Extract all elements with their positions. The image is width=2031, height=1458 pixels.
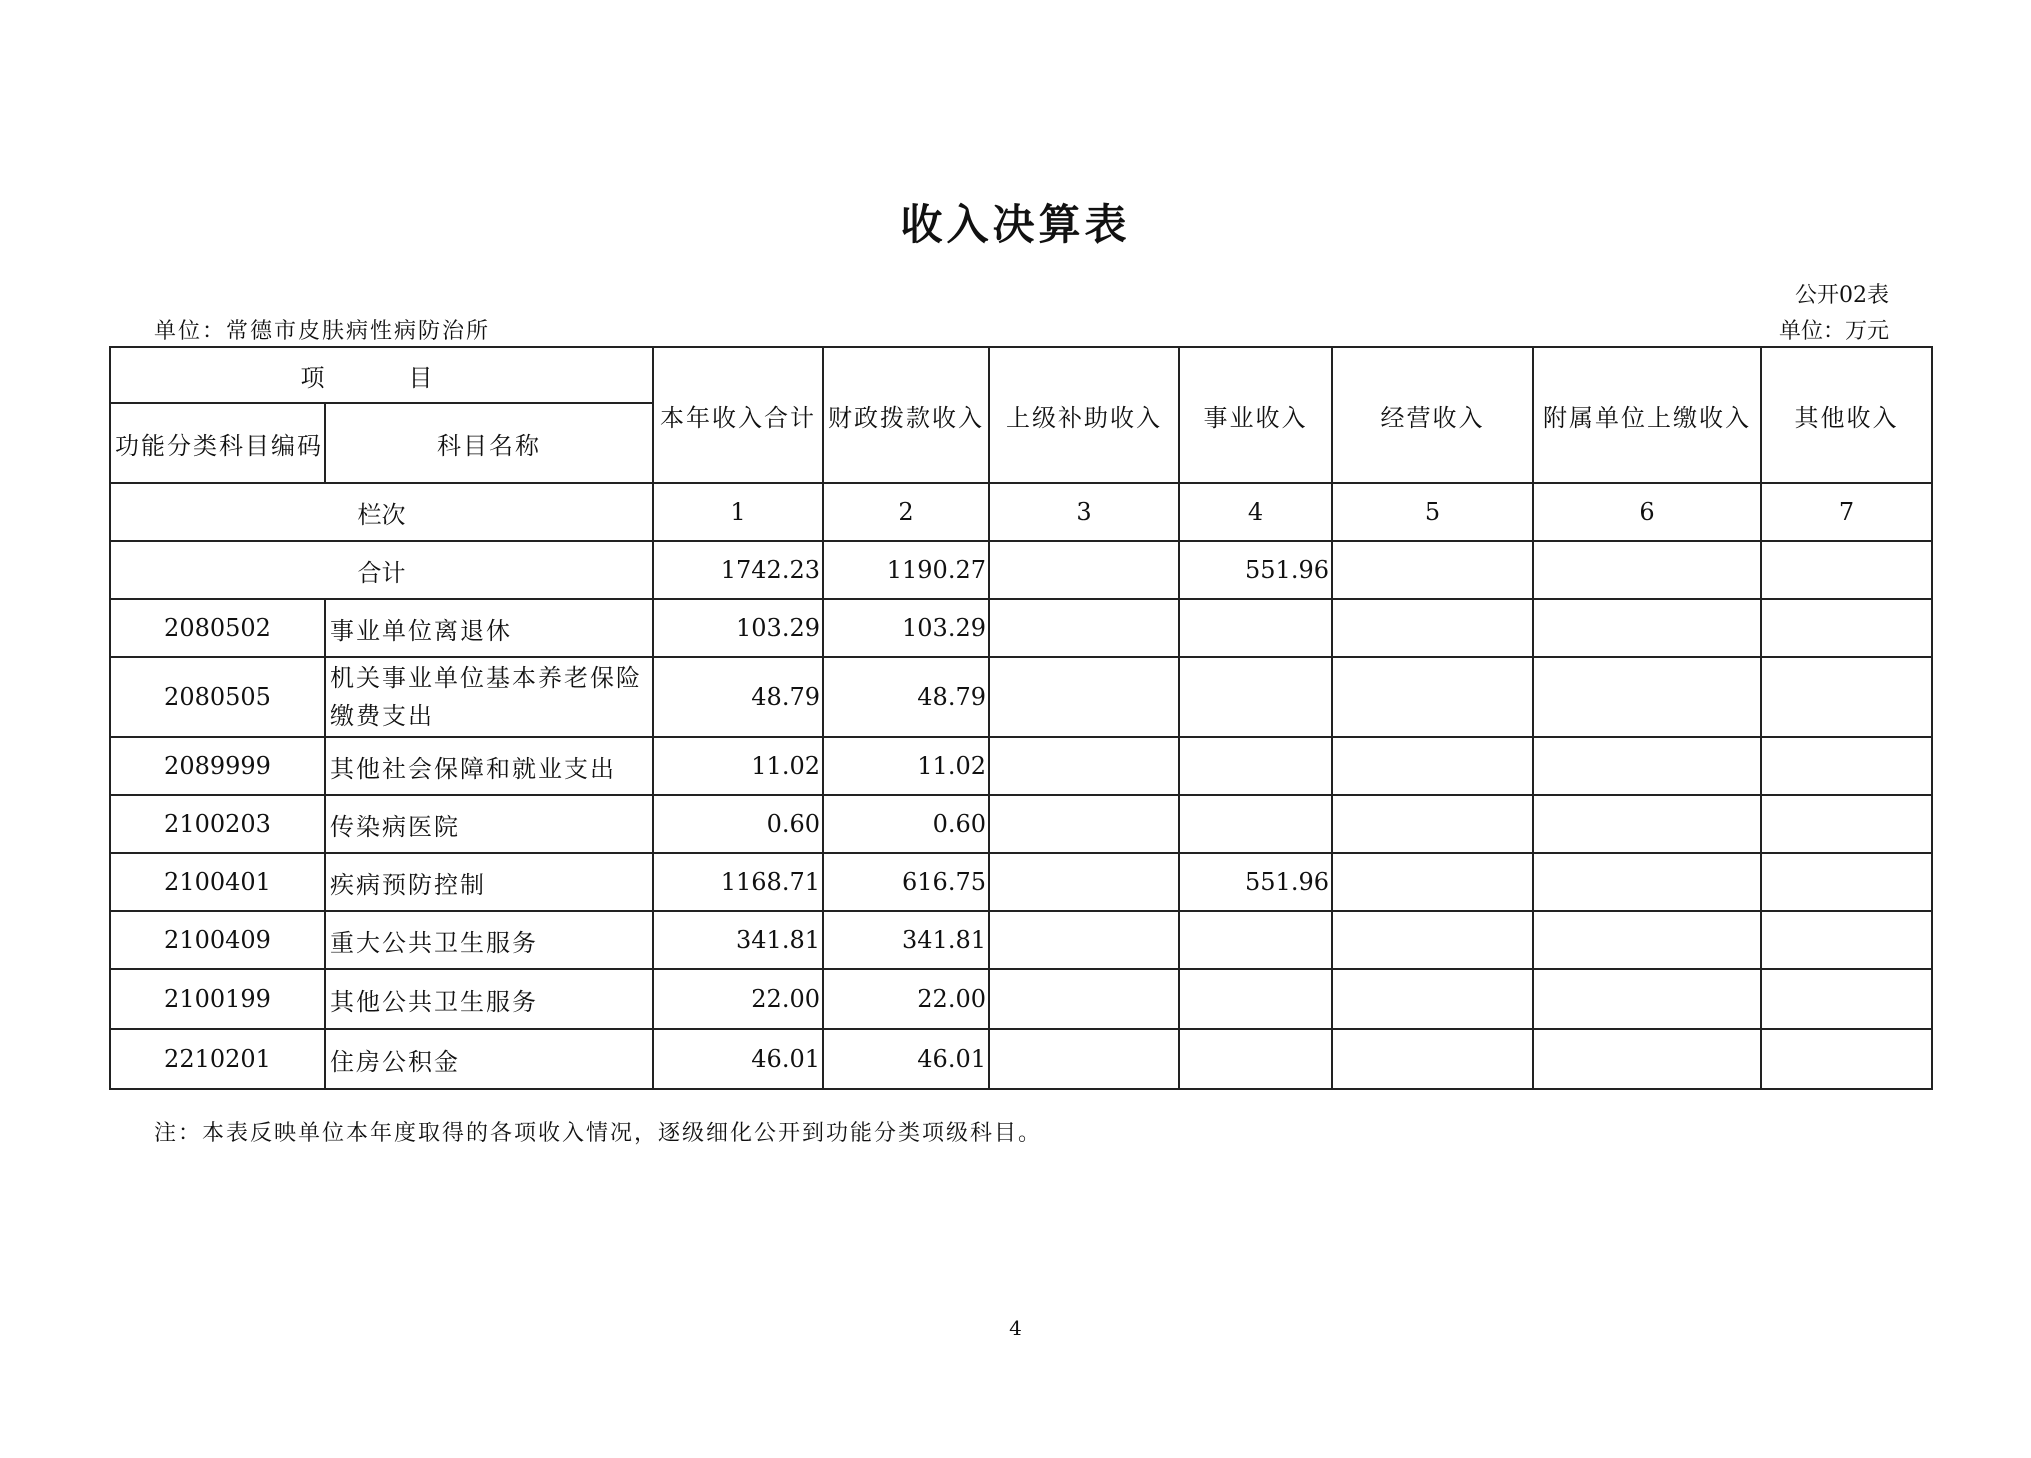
table-cell <box>1533 657 1761 737</box>
total-value: 1742.23 <box>653 541 823 599</box>
table-cell <box>989 657 1179 737</box>
page-title: 收入决算表 <box>900 200 1131 249</box>
table-cell: 551.96 <box>1179 853 1332 911</box>
table-cell: 103.29 <box>653 599 823 657</box>
table-cell: 341.81 <box>823 911 989 969</box>
col-header-operating-income: 经营收入 <box>1332 347 1533 483</box>
subject-name: 重大公共卫生服务 <box>325 911 653 969</box>
money-unit: 单位：万元 <box>1778 319 1889 344</box>
subject-name: 疾病预防控制 <box>325 853 653 911</box>
table-cell: 103.29 <box>823 599 989 657</box>
col-header-total-income: 本年收入合计 <box>653 347 823 483</box>
subject-code: 2210201 <box>110 1029 325 1089</box>
table-cell <box>1533 969 1761 1029</box>
table-cell: 341.81 <box>653 911 823 969</box>
table-cell <box>1332 911 1533 969</box>
table-cell: 48.79 <box>653 657 823 737</box>
column-index-cell: 1 <box>653 483 823 541</box>
subject-name: 传染病医院 <box>325 795 653 853</box>
table-cell <box>1179 795 1332 853</box>
code-header: 功能分类科目编码 <box>110 403 325 483</box>
table-cell <box>1761 599 1932 657</box>
col-header-affiliated-remittance: 附属单位上缴收入 <box>1533 347 1761 483</box>
table-cell <box>1332 737 1533 795</box>
table-cell <box>1332 795 1533 853</box>
form-number: 公开02表 <box>1795 283 1889 308</box>
table-cell <box>1761 911 1932 969</box>
table-cell <box>1332 969 1533 1029</box>
table-cell <box>1179 657 1332 737</box>
page-number: 4 <box>1009 1316 1022 1340</box>
subject-name: 其他公共卫生服务 <box>325 969 653 1029</box>
subject-code: 2100199 <box>110 969 325 1029</box>
table-cell <box>1533 853 1761 911</box>
table-cell <box>1761 853 1932 911</box>
table-note: 注：本表反映单位本年度取得的各项收入情况，逐级细化公开到功能分类项级科目。 <box>154 1121 1043 1146</box>
subject-code: 2089999 <box>110 737 325 795</box>
col-header-business-income: 事业收入 <box>1179 347 1332 483</box>
col-header-superior-subsidy: 上级补助收入 <box>989 347 1179 483</box>
table-cell: 616.75 <box>823 853 989 911</box>
table-row <box>110 737 1932 795</box>
column-index-cell: 4 <box>1179 483 1332 541</box>
table-cell: 46.01 <box>653 1029 823 1089</box>
table-cell <box>989 599 1179 657</box>
table-cell <box>989 1029 1179 1089</box>
subject-name: 机关事业单位基本养老保险缴费支出 <box>325 657 653 737</box>
table-cell <box>1179 599 1332 657</box>
table-cell: 0.60 <box>653 795 823 853</box>
subject-code: 2080505 <box>110 657 325 737</box>
income-report-table <box>109 346 1933 1090</box>
table-cell: 11.02 <box>653 737 823 795</box>
subject-code: 2100203 <box>110 795 325 853</box>
table-cell <box>1332 853 1533 911</box>
table-row <box>110 599 1932 657</box>
table-cell <box>1332 1029 1533 1089</box>
table-row <box>110 853 1932 911</box>
subject-code: 2080502 <box>110 599 325 657</box>
table-cell <box>1332 599 1533 657</box>
table-body <box>110 347 1932 1089</box>
table-cell: 22.00 <box>653 969 823 1029</box>
table-cell <box>1179 969 1332 1029</box>
org-unit: 单位：常德市皮肤病性病防治所 <box>154 319 491 344</box>
total-row <box>110 541 1932 599</box>
table-cell: 48.79 <box>823 657 989 737</box>
table-row <box>110 795 1932 853</box>
table-cell <box>1533 795 1761 853</box>
table-cell: 11.02 <box>823 737 989 795</box>
table-cell: 0.60 <box>823 795 989 853</box>
table-cell: 46.01 <box>823 1029 989 1089</box>
total-value: 551.96 <box>1179 541 1332 599</box>
table-cell <box>1761 657 1932 737</box>
column-index-cell: 2 <box>823 483 989 541</box>
table-row <box>110 1029 1932 1089</box>
column-index-cell: 7 <box>1761 483 1932 541</box>
table-cell <box>1533 911 1761 969</box>
table-cell <box>989 853 1179 911</box>
table-row <box>110 657 1932 737</box>
total-value <box>1332 541 1533 599</box>
subject-code: 2100401 <box>110 853 325 911</box>
table-cell <box>1761 969 1932 1029</box>
table-row <box>110 969 1932 1029</box>
column-index-cell: 3 <box>989 483 1179 541</box>
table-cell <box>1761 1029 1932 1089</box>
column-index-row <box>110 483 1932 541</box>
subject-name: 住房公积金 <box>325 1029 653 1089</box>
table-cell <box>1761 795 1932 853</box>
subject-name: 事业单位离退休 <box>325 599 653 657</box>
table-cell: 1168.71 <box>653 853 823 911</box>
table-cell <box>1761 737 1932 795</box>
column-index-cell: 5 <box>1332 483 1533 541</box>
table-cell <box>1179 911 1332 969</box>
table-cell: 22.00 <box>823 969 989 1029</box>
table-row <box>110 911 1932 969</box>
total-label: 合计 <box>110 541 653 599</box>
column-index-cell: 6 <box>1533 483 1761 541</box>
column-index-label: 栏次 <box>110 483 653 541</box>
subject-code: 2100409 <box>110 911 325 969</box>
table-cell <box>989 911 1179 969</box>
item-header-label: 项 目 <box>300 363 463 392</box>
table-cell <box>1533 599 1761 657</box>
total-value <box>1761 541 1932 599</box>
col-header-fiscal-appropriation: 财政拨款收入 <box>823 347 989 483</box>
total-value <box>989 541 1179 599</box>
table-cell <box>1179 1029 1332 1089</box>
table-cell <box>989 969 1179 1029</box>
subject-name: 其他社会保障和就业支出 <box>325 737 653 795</box>
total-value: 1190.27 <box>823 541 989 599</box>
col-header-other-income: 其他收入 <box>1761 347 1932 483</box>
table-cell <box>1533 737 1761 795</box>
header-row-1 <box>110 347 1932 403</box>
name-header: 科目名称 <box>325 403 653 483</box>
table-cell <box>1533 1029 1761 1089</box>
table-cell <box>989 795 1179 853</box>
total-value <box>1533 541 1761 599</box>
table-cell <box>1332 657 1533 737</box>
table-cell <box>1179 737 1332 795</box>
table-cell <box>989 737 1179 795</box>
item-header <box>110 347 653 403</box>
